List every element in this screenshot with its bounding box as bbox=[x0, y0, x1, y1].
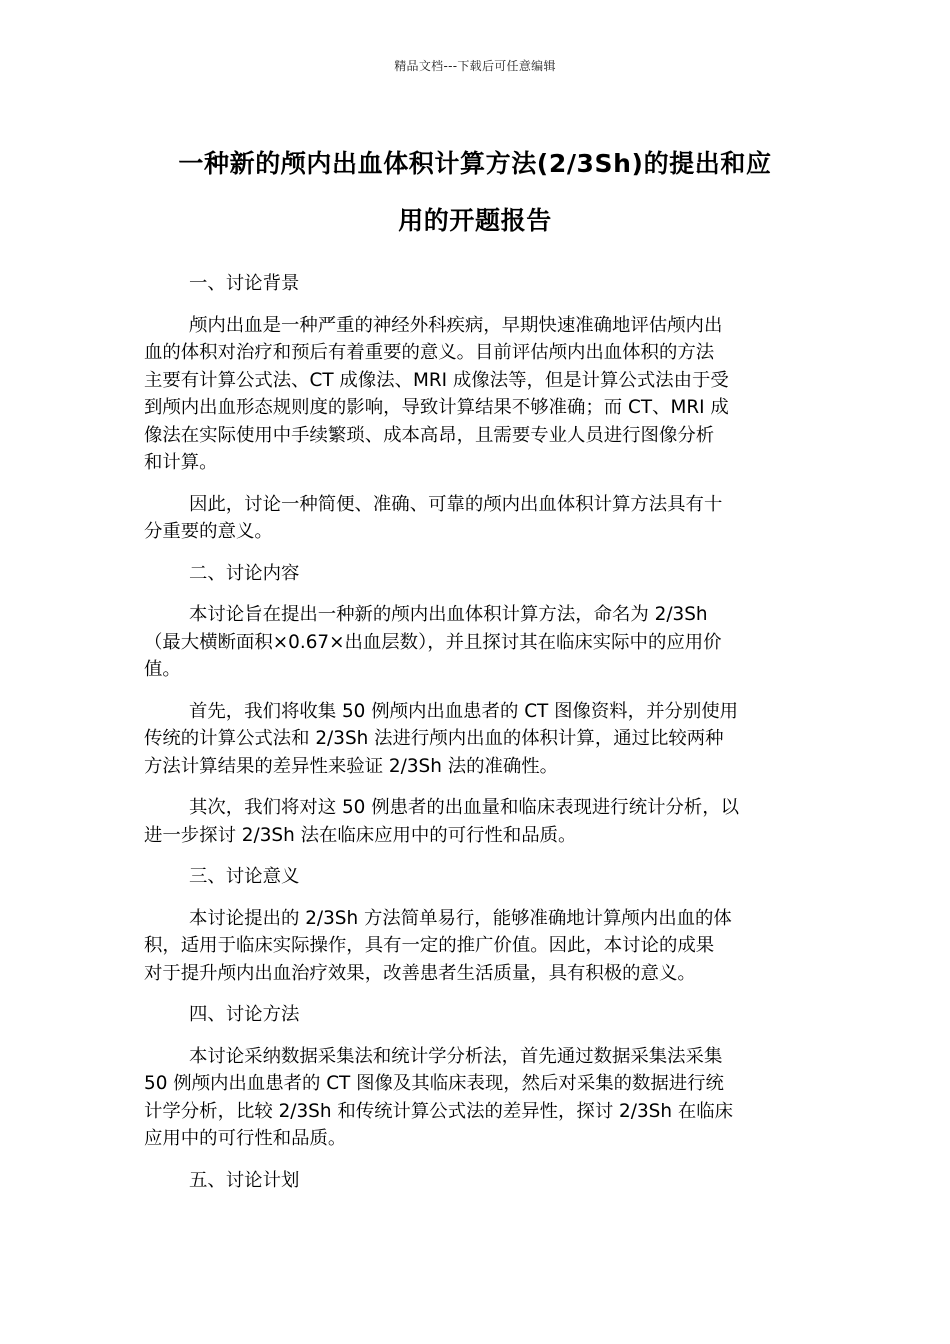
paragraph bbox=[144, 601, 810, 684]
paragraph-line: 方法计算结果的差异性来验证 2/3Sh 法的准确性。 bbox=[144, 755, 559, 777]
paragraph-line: 因此，讨论一种简便、准确、可靠的颅内出血体积计算方法具有十 bbox=[189, 493, 723, 515]
paragraph-line: 和计算。 bbox=[144, 452, 218, 473]
section-heading: 二、讨论内容 bbox=[189, 562, 300, 584]
paragraph bbox=[144, 794, 810, 849]
section-heading: 一、讨论背景 bbox=[189, 273, 300, 294]
paragraph-line: 对于提升颅内出血治疗效果，改善患者生活质量，具有积极的意义。 bbox=[144, 962, 696, 984]
paragraph-line: 本讨论旨在提出一种新的颅内出血体积计算方法，命名为 2/3Sh bbox=[189, 604, 708, 625]
paragraph-line: 积，适用于临床实际操作，具有一定的推广价值。因此，本讨论的成果 bbox=[144, 935, 715, 956]
section-heading: 三、讨论意义 bbox=[189, 866, 300, 887]
paragraph-line: 进一步探讨 2/3Sh 法在临床应用中的可行性和品质。 bbox=[144, 824, 577, 846]
section-heading: 五、讨论计划 bbox=[189, 1169, 300, 1191]
paragraph-line: 其次，我们将对这 50 例患者的出血量和临床表现进行统计分析，以 bbox=[189, 797, 740, 818]
paragraph-line: 应用中的可行性和品质。 bbox=[144, 1128, 347, 1149]
paragraph-line: （最大横断面积×0.67×出血层数），并且探讨其在临床实际中的应用价 bbox=[144, 631, 722, 653]
document-body bbox=[144, 270, 810, 1208]
paragraph-line: 主要有计算公式法、CT 成像法、MRI 成像法等，但是计算公式法由于受 bbox=[144, 369, 729, 391]
paragraph-line: 分重要的意义。 bbox=[144, 521, 273, 542]
paragraph-line: 本讨论提出的 2/3Sh 方法简单易行，能够准确地计算颅内出血的体 bbox=[189, 907, 732, 929]
paragraph-line: 计学分析，比较 2/3Sh 和传统计算公式法的差异性，探讨 2/3Sh 在临床 bbox=[144, 1100, 734, 1122]
title-line-2: 用的开题报告 bbox=[398, 206, 552, 235]
paragraph bbox=[144, 905, 810, 988]
paragraph bbox=[144, 312, 810, 477]
paragraph-line: 本讨论采纳数据采集法和统计学分析法，首先通过数据采集法采集 bbox=[189, 1045, 723, 1067]
paragraph-line: 像法在实际使用中手续繁琐、成本高昂，且需要专业人员进行图像分析 bbox=[144, 424, 715, 446]
paragraph-line: 颅内出血是一种严重的神经外科疾病，早期快速准确地评估颅内出 bbox=[189, 314, 723, 336]
paragraph bbox=[144, 491, 810, 546]
paragraph-line: 到颅内出血形态规则度的影响，导致计算结果不够准确；而 CT、MRI 成 bbox=[144, 397, 729, 418]
paragraph-line: 首先，我们将收集 50 例颅内出血患者的 CT 图像资料，并分别使用 bbox=[189, 700, 739, 722]
paragraph-line: 传统的计算公式法和 2/3Sh 法进行颅内出血的体积计算，通过比较两种 bbox=[144, 728, 724, 749]
section-heading: 四、讨论方法 bbox=[189, 1004, 300, 1025]
document-title bbox=[140, 135, 810, 249]
paragraph-line: 50 例颅内出血患者的 CT 图像及其临床表现，然后对采集的数据进行统 bbox=[144, 1073, 724, 1094]
title-line-1: 一种新的颅内出血体积计算方法(2/3Sh)的提出和应 bbox=[178, 149, 772, 178]
header-note: 精品文档---下载后可任意编辑 bbox=[394, 59, 556, 73]
paragraph bbox=[144, 698, 810, 781]
paragraph-line: 值。 bbox=[144, 659, 181, 680]
paragraph bbox=[144, 1043, 810, 1153]
paragraph-line: 血的体积对治疗和预后有着重要的意义。目前评估颅内出血体积的方法 bbox=[144, 342, 715, 363]
